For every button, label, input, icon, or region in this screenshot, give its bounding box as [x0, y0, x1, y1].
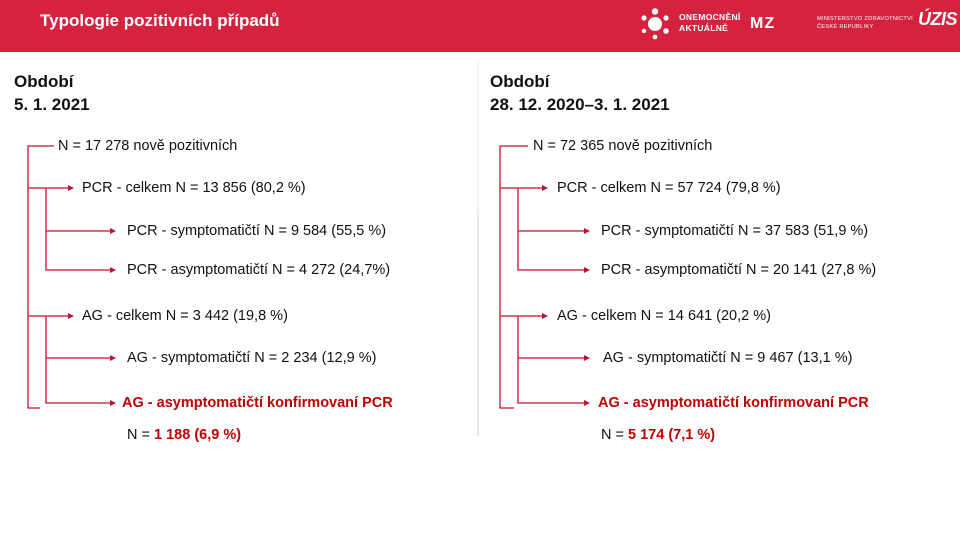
arrow-icon	[68, 313, 74, 319]
left-ag-symptomatic: AG - symptomatičtí N = 2 234 (12,9 %)	[127, 350, 377, 366]
left-period-value: 5. 1. 2021	[14, 95, 90, 114]
left-ag-total: AG - celkem N = 3 442 (19,8 %)	[82, 308, 288, 324]
left-main-bracket	[28, 146, 54, 408]
left-period	[14, 70, 90, 116]
arrow-icon	[110, 400, 116, 406]
arrow-icon	[584, 355, 590, 361]
uzis-logo: ÚZIS	[918, 9, 958, 29]
right-period-value: 28. 12. 2020–3. 1. 2021	[490, 95, 670, 114]
left-pcr-total: PCR - celkem N = 13 856 (80,2 %)	[82, 180, 306, 196]
right-ag-asym-confirmed: AG - asymptomatičtí konfirmovaní PCR	[598, 395, 869, 411]
arrow-icon	[110, 228, 116, 234]
arrow-icon	[110, 355, 116, 361]
right-pcr-total: PCR - celkem N = 57 724 (79,8 %)	[557, 180, 781, 196]
arrow-icon	[584, 267, 590, 273]
arrow-icon	[584, 400, 590, 406]
arrow-icon	[542, 313, 548, 319]
arrow-icon	[542, 185, 548, 191]
mzcr-logo-icon: MZ	[750, 15, 776, 32]
right-ag-asym-count	[601, 427, 715, 443]
left-ag-asym-count	[127, 427, 241, 443]
left-pcr-asymptomatic: PCR - asymptomatičtí N = 4 272 (24,7%)	[127, 262, 391, 278]
left-pcr-symptomatic: PCR - symptomatičtí N = 9 584 (55,5 %)	[127, 223, 387, 239]
left-total: N = 17 278 nově pozitivních	[58, 138, 238, 154]
arrow-icon	[110, 267, 116, 273]
left-ag-asym-confirmed: AG - asymptomatičtí konfirmovaní PCR	[122, 395, 393, 411]
left-ag-sub-bracket	[46, 316, 110, 403]
right-total: N = 72 365 nově pozitivních	[533, 138, 713, 154]
left-pcr-sub-bracket	[46, 188, 110, 270]
onemocneni-logo-text: ONEMOCNĚNÍ AKTUÁLNĚ	[679, 12, 741, 33]
right-ag-symptomatic: AG - symptomatičtí N = 9 467 (13,1 %)	[603, 350, 853, 366]
right-pcr-asymptomatic: PCR - asymptomatičtí N = 20 141 (27,8 %)	[601, 262, 877, 278]
right-period-label: Období	[490, 72, 550, 91]
page-title: Typologie pozitivních případů	[40, 11, 280, 30]
right-ag-asym-n-value: 5 174 (7,1 %)	[628, 427, 716, 443]
right-pcr-sub-bracket	[518, 188, 584, 270]
mzcr-logo-text: MINISTERSTVO ZDRAVOTNICTVÍ ČESKÉ REPUBLIKY	[817, 16, 913, 30]
right-main-bracket	[500, 146, 528, 408]
arrow-icon	[584, 228, 590, 234]
right-pcr-symptomatic: PCR - symptomatičtí N = 37 583 (51,9 %)	[601, 223, 869, 239]
left-period-label: Období	[14, 72, 74, 91]
right-period	[490, 70, 670, 116]
left-ag-asym-n-value: 1 188 (6,9 %)	[154, 427, 242, 443]
arrow-icons	[68, 185, 590, 406]
arrow-icon	[68, 185, 74, 191]
right-ag-sub-bracket	[518, 316, 584, 403]
right-ag-total: AG - celkem N = 14 641 (20,2 %)	[557, 308, 771, 324]
right-ag-asym-n-prefix: N =	[601, 427, 628, 443]
left-ag-asym-n-prefix: N =	[127, 427, 154, 443]
